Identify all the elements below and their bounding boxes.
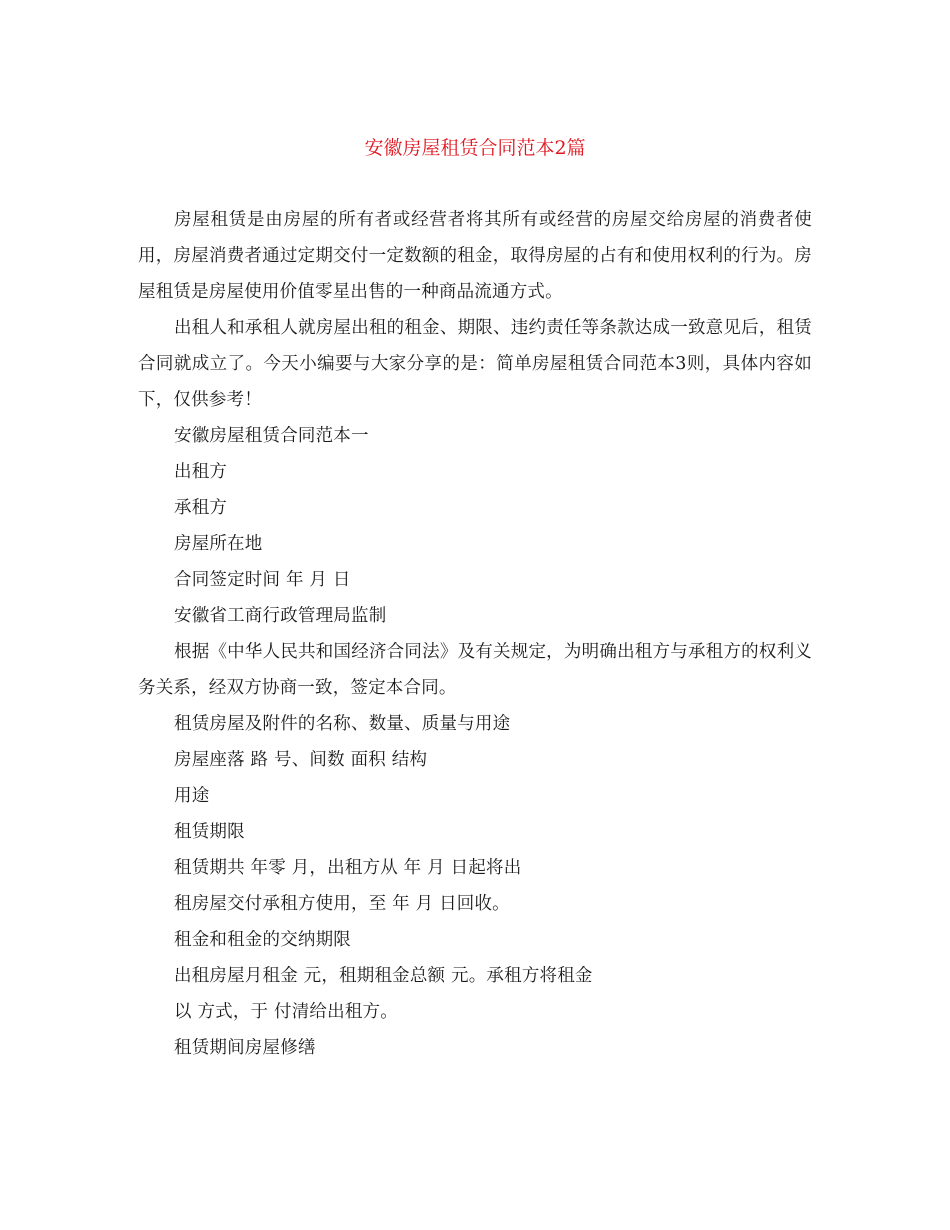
clause-heading-term: 租赁期限 xyxy=(174,822,245,842)
document-title: 安徽房屋租赁合同范本2篇 xyxy=(364,137,586,159)
field-property-location: 房屋所在地 xyxy=(174,534,263,554)
paragraph-share: 出租人和承租人就房屋出租的租金、期限、违约责任等条款达成一致意见后，租赁合同就成立了。今天小编要与大家分享的是：简单房屋租赁合同范本3则，具体内容如下，仅供参考！ xyxy=(138,318,812,410)
paragraph-intro: 房屋租赁是由房屋的所有者或经营者将其所有或经营的房屋交给房屋的消费者使用，房屋消费者通过定期交付一定数额的租金，取得房屋的占有和使用权利的行为。房屋租赁是房屋使用价值零星出售的一种商品流通方式。 xyxy=(138,210,812,302)
clause-heading-repair: 租赁期间房屋修缮 xyxy=(174,1038,316,1058)
clause-rent-amount: 出租房屋月租金 元，租期租金总额 元。承租方将租金 xyxy=(174,966,593,986)
paragraph-legal-basis: 根据《中华人民共和国经济合同法》及有关规定，为明确出租方与承租方的权利义务关系，经双方协商一致，签定本合同。 xyxy=(138,642,812,698)
field-signing-date: 合同签定时间 年 月 日 xyxy=(174,570,351,590)
clause-term-start: 租赁期共 年零 月，出租方从 年 月 日起将出 xyxy=(174,858,522,878)
clause-heading-property: 租赁房屋及附件的名称、数量、质量与用途 xyxy=(174,714,511,734)
clause-rent-payment: 以 方式，于 付清给出租方。 xyxy=(174,1002,398,1022)
clause-property-details: 房屋座落 路 号、间数 面积 结构 xyxy=(174,750,428,770)
document-body xyxy=(138,202,812,1066)
clause-heading-rent: 租金和租金的交纳期限 xyxy=(174,930,351,950)
section-heading-sample-one: 安徽房屋租赁合同范本一 xyxy=(174,426,369,446)
clause-term-end: 租房屋交付承租方使用，至 年 月 日回收。 xyxy=(174,894,510,914)
clause-usage: 用途 xyxy=(174,786,210,806)
field-lessor: 出租方 xyxy=(174,462,228,482)
field-supervisor: 安徽省工商行政管理局监制 xyxy=(174,606,387,626)
field-lessee: 承租方 xyxy=(174,498,228,518)
